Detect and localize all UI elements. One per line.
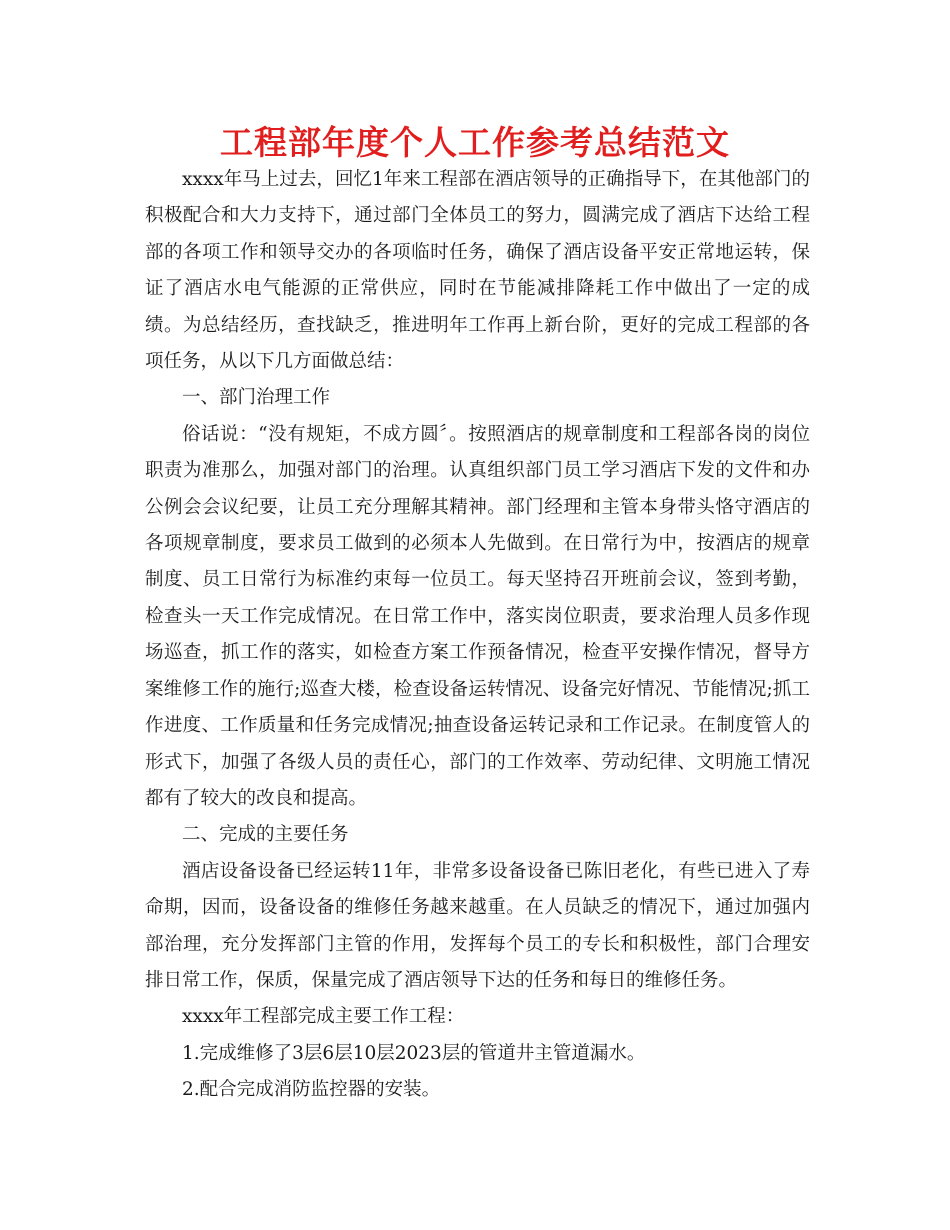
paragraph-projects-heading: xxxx年工程部完成主要工作工程： [182, 1006, 465, 1028]
document-body [145, 162, 810, 1109]
section-heading-tasks: 二、完成的主要任务 [182, 824, 349, 846]
list-item-2: 2.配合完成消防监控器的安装。 [182, 1079, 441, 1101]
paragraph-intro: xxxx年马上过去，回忆1年来工程部在酒店领导的正确指导下，在其他部门的积极配合和大力支持下，通过部门全体员工的努力，圆满完成了酒店下达给工程部的各项工作和领导交办的各项临时任务，确保了酒店设备平安正常地运转，保证了酒店水电气能源的正常供应，同时在节能减排降耗工作中做出了一定的成绩。为总结经历，查找缺乏，推进明年工作再上新台阶，更好的完成工程部的各项任务，从以下几方面做总结： [145, 169, 810, 373]
list-item-1: 1.完成维修了3层6层10层2023层的管道井主管道漏水。 [182, 1042, 646, 1064]
paragraph-management: 俗话说：“没有规矩，不成方圆〞。按照酒店的规章制度和工程部各岗的岗位职责为准那么，加强对部门的治理。认真组织部门员工学习酒店下发的文件和办公例会会议纪要，让员工充分理解其精神。部门经理和主管本身带头恪守酒店的各项规章制度，要求员工做到的必须本人先做到。在日常行为中，按酒店的规章制度、员工日常行为标准约束每一位员工。每天坚持召开班前会议，签到考勤，检查头一天工作完成情况。在日常工作中，落实岗位职责，要求治理人员多作现场巡查，抓工作的落实，如检查方案工作预备情况，检查平安操作情况，督导方案维修工作的施行;巡查大楼，检查设备运转情况、设备完好情况、节能情况;抓工作进度、工作质量和任务完成情况;抽查设备运转记录和工作记录。在制度管人的形式下，加强了各级人员的责任心，部门的工作效率、劳动纪律、文明施工情况都有了较大的改良和提高。 [145, 423, 810, 809]
document-title: 工程部年度个人工作参考总结范文 [220, 123, 730, 162]
paragraph-tasks: 酒店设备设备已经运转11年，非常多设备设备已陈旧老化，有些已进入了寿命期，因而，设备设备的维修任务越来越重。在人员缺乏的情况下，通过加强内部治理，充分发挥部门主管的作用，发挥每个员工的专长和积极性，部门合理安排日常工作，保质，保量完成了酒店领导下达的任务和每日的维修任务。 [145, 860, 810, 991]
section-heading-management: 一、部门治理工作 [182, 387, 331, 409]
